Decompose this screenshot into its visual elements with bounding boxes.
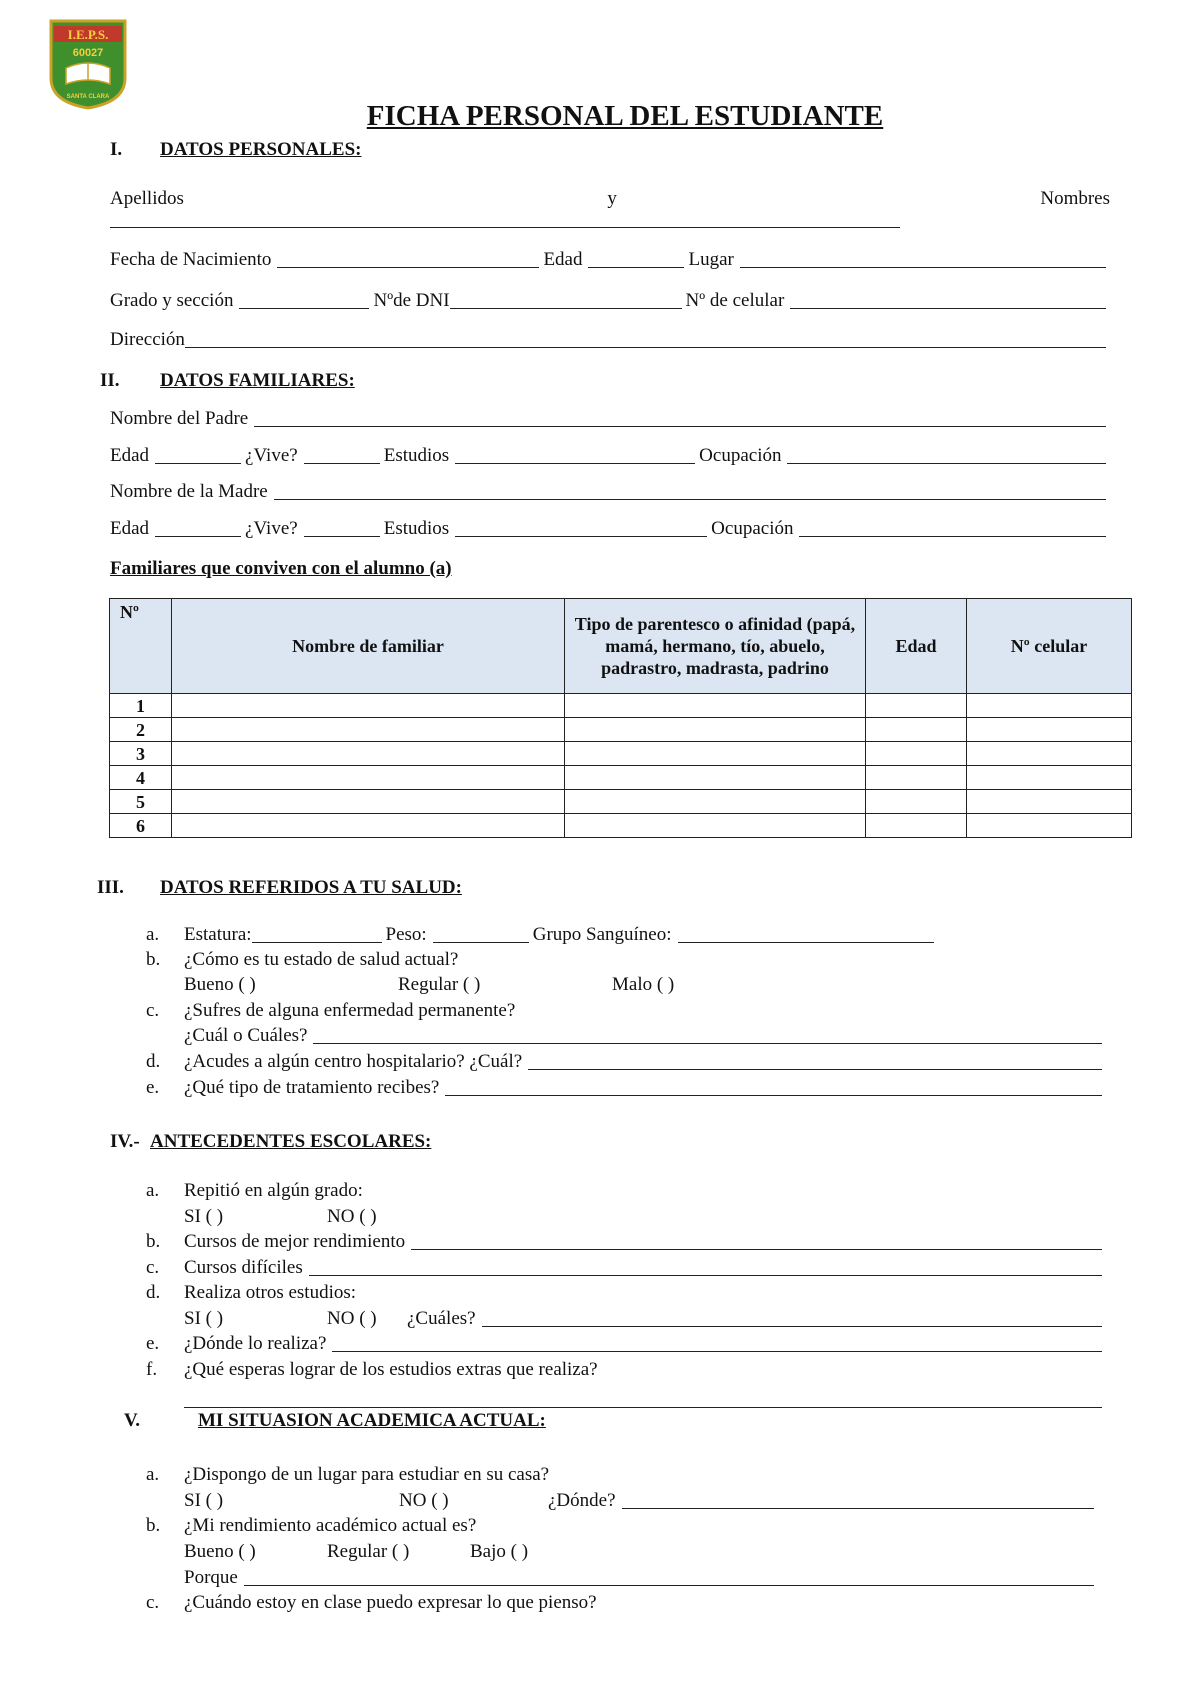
nacimiento-row [110,247,1110,271]
padre-field[interactable] [254,426,1106,427]
acudes-field[interactable] [528,1069,1102,1070]
cell-parentesco[interactable] [565,790,866,814]
estatura-label: Estatura: [184,924,252,945]
padre-edad-field[interactable] [155,463,241,464]
column-header-parentesco: Tipo de parentesco o afinidad (papá, mamá, hermano, tío, abuelo, padrastro, madrasta, padrino [565,599,866,694]
grupo-field[interactable] [678,942,934,943]
bajo-option[interactable]: Bajo ( ) [470,1541,529,1562]
vive-label: ¿Vive? [245,445,298,466]
cell-edad[interactable] [866,718,967,742]
escolar-item-e [146,1331,1106,1355]
table-row [110,742,1132,766]
column-header-edad: Edad [866,599,967,694]
edad-label: Edad [110,518,150,539]
estado-question: ¿Cómo es tu estado de salud actual? [184,949,459,970]
column-header-celular: Nº celular [967,599,1132,694]
esperas-field[interactable] [184,1407,1102,1408]
section-number: I. [110,139,123,160]
madre-edad-field[interactable] [155,536,241,537]
si-option[interactable]: SI ( ) [184,1206,224,1227]
otros-options [146,1306,1106,1330]
page-title: FICHA PERSONAL DEL ESTUDIANTE [366,100,884,132]
tratamiento-field[interactable] [445,1095,1102,1096]
repitio-question: Repitió en algún grado: [184,1180,363,1201]
repitio-options [146,1204,1106,1228]
madre-row [110,479,1110,503]
cell-parentesco[interactable] [565,694,866,718]
section-5-heading [124,1410,546,1432]
cell-celular[interactable] [967,814,1132,838]
section-title: ANTECEDENTES ESCOLARES: [150,1131,432,1152]
no-option[interactable]: NO ( ) [327,1206,377,1227]
cell-nombre[interactable] [172,790,565,814]
salud-item-a [146,922,1106,946]
cell-edad[interactable] [866,742,967,766]
section-2-heading [100,370,355,392]
padre-label: Nombre del Padre [110,408,249,429]
y-label: y [607,188,617,209]
fecha-nacimiento-label: Fecha de Nacimiento [110,249,272,270]
item-letter: a. [146,924,160,945]
escolar-item-f [146,1357,1106,1381]
ocupacion-label: Ocupación [711,518,794,539]
row-number: 6 [110,814,172,838]
academica-item-b [146,1513,1106,1537]
salud-item-c [146,998,1106,1022]
item-letter: d. [146,1051,161,1072]
malo-option[interactable]: Malo ( ) [612,974,675,995]
section-1-heading [110,139,362,161]
table-row [110,694,1132,718]
section-number: II. [100,370,120,391]
cual-label: ¿Cuál o Cuáles? [184,1025,308,1046]
mejor-field[interactable] [411,1249,1102,1250]
cell-celular[interactable] [967,718,1132,742]
madre-field[interactable] [274,499,1106,500]
row-number: 2 [110,718,172,742]
apellidos-label: Apellidos [110,188,184,209]
acudes-question: ¿Acudes a algún centro hospitalario? ¿Cuál? [184,1051,523,1072]
madre-ocupacion-field[interactable] [799,536,1106,537]
cell-edad[interactable] [866,790,967,814]
lugar-options [146,1488,1106,1512]
table-row [110,766,1132,790]
section-title: DATOS PERSONALES: [160,139,362,160]
cell-nombre[interactable] [172,766,565,790]
estatura-field[interactable] [252,942,382,943]
section-4-heading [110,1131,431,1153]
expresar-question: ¿Cuándo estoy en clase puedo expresar lo que pienso? [184,1592,597,1613]
lugar-label: Lugar [688,249,734,270]
table-row [110,718,1132,742]
donde-question: ¿Dónde lo realiza? [184,1333,327,1354]
item-letter: c. [146,1257,160,1278]
section-title: DATOS REFERIDOS A TU SALUD: [160,877,462,898]
padre-ocupacion-field[interactable] [787,463,1106,464]
academica-item-a [146,1462,1106,1486]
si-option[interactable]: SI ( ) [184,1490,224,1511]
cell-nombre[interactable] [172,718,565,742]
madre-label: Nombre de la Madre [110,481,268,502]
porque-field[interactable] [244,1585,1094,1586]
section-title: DATOS FAMILIARES: [160,370,355,391]
item-letter: b. [146,1515,161,1536]
cual-field[interactable] [313,1043,1102,1044]
padre-vive-field[interactable] [304,463,380,464]
celular-label: Nº de celular [685,290,785,311]
cell-edad[interactable] [866,766,967,790]
dificiles-label: Cursos difíciles [184,1257,303,1278]
section-title: MI SITUASION ACADEMICA ACTUAL: [198,1410,546,1431]
cell-nombre[interactable] [172,694,565,718]
nombres-label: Nombres [1040,188,1111,209]
cell-parentesco[interactable] [565,814,866,838]
table-row [110,790,1132,814]
column-header-nombre: Nombre de familiar [172,599,565,694]
fecha-nacimiento-field[interactable] [277,267,539,268]
cuales-label: ¿Cuáles? [407,1308,476,1329]
regular-option[interactable]: Regular ( ) [327,1541,410,1562]
cual-row [146,1023,1106,1047]
salud-item-e [146,1075,1106,1099]
ocupacion-label: Ocupación [699,445,782,466]
otros-question: Realiza otros estudios: [184,1282,357,1303]
cell-edad[interactable] [866,814,967,838]
peso-field[interactable] [433,942,529,943]
item-letter: c. [146,1592,160,1613]
escolar-item-a [146,1178,1106,1202]
logo-place: SANTA CLARA [66,94,110,100]
row-number: 1 [110,694,172,718]
section-3-heading [97,877,462,899]
peso-label: Peso: [385,924,427,945]
padre-estudios-field[interactable] [455,463,695,464]
lugar-donde-field[interactable] [622,1508,1094,1509]
cell-nombre[interactable] [172,814,565,838]
grado-field[interactable] [239,308,369,309]
donde-label: ¿Dónde? [548,1490,616,1511]
sufres-question: ¿Sufres de alguna enfermedad permanente? [184,1000,516,1021]
celular-field[interactable] [790,308,1106,309]
no-option[interactable]: NO ( ) [327,1308,377,1329]
cell-nombre[interactable] [172,742,565,766]
cell-celular[interactable] [967,766,1132,790]
escolar-item-c [146,1255,1106,1279]
tratamiento-question: ¿Qué tipo de tratamiento recibes? [184,1077,440,1098]
direccion-field[interactable] [185,347,1106,348]
familiares-table [109,598,1132,838]
item-letter: a. [146,1180,160,1201]
salud-item-b [146,947,1106,971]
logo-text: I.E.P.S. [67,27,109,42]
academica-item-c [146,1590,1106,1614]
school-crest-logo [48,18,128,110]
cuales-field[interactable] [482,1326,1102,1327]
bueno-option[interactable]: Bueno ( ) [184,974,256,995]
si-option[interactable]: SI ( ) [184,1308,224,1329]
table-row [110,814,1132,838]
rendimiento-question: ¿Mi rendimiento académico actual es? [184,1515,477,1536]
familiares-heading: Familiares que conviven con el alumno (a) [110,558,452,579]
row-number: 5 [110,790,172,814]
item-letter: e. [146,1333,160,1354]
dni-field[interactable] [450,308,682,309]
cell-parentesco[interactable] [565,718,866,742]
cell-edad[interactable] [866,694,967,718]
row-number: 4 [110,766,172,790]
edad-label: Edad [110,445,150,466]
lugar-question: ¿Dispongo de un lugar para estudiar en su casa? [184,1464,550,1485]
grado-label: Grado y sección [110,290,234,311]
item-letter: d. [146,1282,161,1303]
table-header-row [110,599,1132,694]
direccion-row [110,327,1110,351]
cell-celular[interactable] [967,694,1132,718]
lugar-field[interactable] [740,267,1106,268]
salud-item-d [146,1049,1106,1073]
section-number: IV.- [110,1131,140,1152]
edad-field[interactable] [588,267,684,268]
apellidos-nombres-field[interactable] [110,227,900,228]
salud-options [146,972,1106,996]
logo-number: 60027 [72,47,104,59]
vive-label: ¿Vive? [245,518,298,539]
item-letter: c. [146,1000,160,1021]
regular-option[interactable]: Regular ( ) [398,974,481,995]
grupo-label: Grupo Sanguíneo: [532,924,672,945]
section-number: III. [97,877,124,898]
apellidos-row [110,186,1110,210]
item-letter: e. [146,1077,160,1098]
estudios-label: Estudios [383,445,450,466]
madre-datos-row [110,516,1110,540]
section-number: V. [124,1410,141,1431]
cell-celular[interactable] [967,790,1132,814]
cell-celular[interactable] [967,742,1132,766]
cell-parentesco[interactable] [565,742,866,766]
column-header-number: Nº [110,599,172,694]
cell-parentesco[interactable] [565,766,866,790]
rendimiento-options [146,1539,1106,1563]
item-letter: b. [146,1231,161,1252]
grado-row [110,288,1110,312]
bueno-option[interactable]: Bueno ( ) [184,1541,256,1562]
donde-field[interactable] [332,1351,1102,1352]
madre-vive-field[interactable] [304,536,380,537]
estudios-label: Estudios [383,518,450,539]
dni-label: Nºde DNI [373,290,450,311]
porque-label: Porque [184,1567,238,1588]
porque-row [146,1565,1106,1589]
item-letter: b. [146,949,161,970]
escolar-item-b [146,1229,1106,1253]
item-letter: a. [146,1464,160,1485]
item-letter: f. [146,1359,158,1380]
no-option[interactable]: NO ( ) [399,1490,449,1511]
edad-label: Edad [543,249,583,270]
mejor-label: Cursos de mejor rendimiento [184,1231,406,1252]
row-number: 3 [110,742,172,766]
dificiles-field[interactable] [309,1275,1102,1276]
esperas-question: ¿Qué esperas lograr de los estudios extras que realiza? [184,1359,598,1380]
padre-datos-row [110,443,1110,467]
direccion-label: Dirección [110,329,185,350]
escolar-item-d [146,1280,1106,1304]
padre-row [110,406,1110,430]
madre-estudios-field[interactable] [455,536,707,537]
